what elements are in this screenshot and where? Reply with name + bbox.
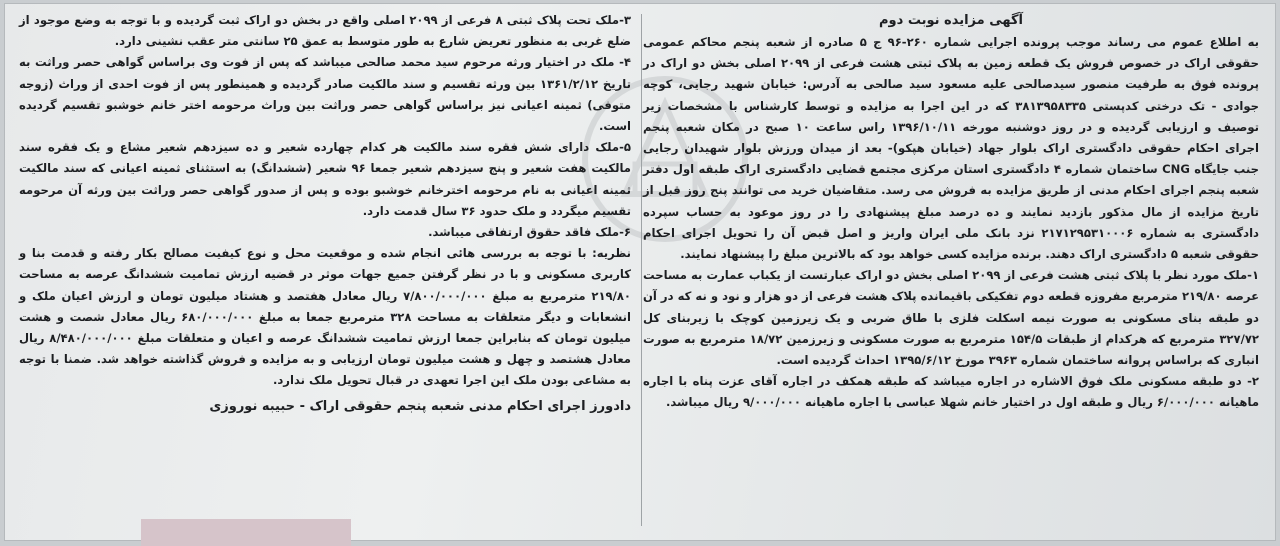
item-5-paragraph: ۵-ملک دارای شش فقره سند مالکیت هر کدام چهارده شعیر و ده سیزدهم شعیر مشاع و یک فقره سند مالکیت هفت شعیر و پنج سیزدهم شعیر جمعا ۹۶ شعیر (ششدانگ) به استثنای ثمینه اعیانی که سند مالکیت ثمینه اعیانی به نام مرحومه اخترخانم خوشبو بوده و پس از صدور گواهی حصر وراثت بین ورثه آن مرحومه تقسیم میگردد و ملک حدود ۳۶ سال قدمت دارد. bbox=[19, 140, 631, 218]
redaction-box bbox=[141, 519, 351, 546]
newspaper-notice bbox=[4, 3, 1276, 541]
lease-paragraph: ۲- دو طبقه مسکونی ملک فوق الاشاره در اجاره میباشد که طبقه همکف در اجاره آقای عزت پناه با اجاره ماهیانه ۶/۰۰۰/۰۰۰ ریال و طبقه اول در اختیار خانم شهلا عباسی با اجاره ماهیانه ۹/۰۰۰/۰۰۰ ریال میباشد. bbox=[643, 374, 1259, 410]
notice-right-column bbox=[643, 10, 1259, 414]
item-3-paragraph: ۳-ملک تحت پلاک ثبتی ۸ فرعی از ۲۰۹۹ اصلی واقع در بخش دو اراک ثبت گردیده و با توجه به وضع موجود از ضلع غربی به منظور تعریض شارع به طور متوسط به عمق ۲۵ سانتی متر عقب نشینی دارد. bbox=[19, 13, 631, 49]
item-4-paragraph: ۴- ملک در اختیار ورثه مرحوم سید محمد صالحی میباشد که پس از فوت وی براساس گواهی حصر وراثت به تاریخ ۱۳۶۱/۲/۱۲ بین ورثه تقسیم و سند مالکیت صادر گردیده و همینطور پس از فوت احدی از وراث (زوجه متوفی) ثمینه اعیانی نیز براساس گواهی حصر وراثت بین وراث مرحومه اختر خانم خوشبو تقسیم گردیده است. bbox=[19, 55, 631, 134]
appraisal-paragraph: نظریه: با توجه به بررسی هائی انجام شده و موقعیت محل و نوع کیفیت مصالح بکار رفته و قدمت بنا و کاربری مسکونی و با در نظر گرفتن جمیع جهات موثر در قضیه ارزش تمامیت ششدانگ عرصه به مساحت ۲۱۹/۸۰ مترمربع به مبلغ ۷/۸۰۰/۰۰۰/۰۰۰ ریال معادل هفتصد و هشتاد میلیون تومان و ارزش اعیان ملک و انشعابات و دیگر متعلقات به مساحت ۳۲۸ مترمربع جمعا به مبلغ ۶۸۰/۰۰۰/۰۰۰ ریال معادل شصت و هشت میلیون تومان که بنابراین جمعا ارزش تمامیت ششدانگ عرصه و اعیان و متعلقات مبلغ ۸/۴۸۰/۰۰۰/۰۰۰ ریال معادل هشتصد و چهل و هشت میلیون تومان ارزیابی و به مزایده و فروش گذاشته خواهد شد. ضمنا با توجه به مشاعی بودن ملک این اجرا تعهدی در قبال تحویل ملک ندارد. bbox=[19, 246, 631, 388]
signature-line: دادورز اجرای احکام مدنی شعبه پنجم حقوقی اراک - حبیبه نوروزی bbox=[209, 398, 631, 414]
column-divider bbox=[641, 14, 642, 526]
property-description-paragraph: ۱-ملک مورد نظر با پلاک ثبتی هشت فرعی از ۲۰۹۹ اصلی بخش دو اراک عبارتست از یکباب عمارت به مساحت عرصه ۲۱۹/۸۰ مترمربع مفروزه قطعه دوم تفکیکی باقیمانده پلاک هشت فرعی از دو هزار و نود و نه که در آن دو طبقه بنای مسکونی به صورت نیمه اسکلت فلزی با طاق ضربی و یک زیرزمین کوچک با زیربنای کل ۳۲۷/۷۲ مترمربع که هرکدام از طبقات ۱۵۴/۵ مترمربع به صورت مسکونی و زیرزمین ۱۸/۷۲ مترمربع به صورت انباری که براساس پروانه ساختمان شماره ۳۹۶۳ مورخ ۱۳۹۵/۶/۱۲ احداث گردیده است. bbox=[643, 268, 1260, 368]
notice-left-column bbox=[19, 10, 631, 419]
intro-paragraph: به اطلاع عموم می رساند موجب پرونده اجرایی شماره ۲۶۰-۹۶ ج ۵ صادره از شعبه پنجم محاکم عمومی حقوقی اراک در خصوص فروش یک قطعه زمین به پلاک ثبتی هشت فرعی از ۲۰۹۹ اصلی بخش دو اراک در پرونده فوق به طرفیت منصور سیدصالحی علیه مسعود سید صالحی به آدرس: خیابان شهید رجایی، کوچه جوادی - تک درختی کدپستی ۳۸۱۳۹۵۸۳۳۵ که در این اجرا به مزایده و توسط کارشناس با مشخصات زیر توصیف و ارزیابی گردیده و در روز دوشنبه مورخه ۱۳۹۶/۱۰/۱۱ راس ساعت ۱۰ صبح در مکان شعبه پنجم اجرای احکام حقوقی دادگستری اراک بلوار جهاد (خیابان هپکو)- بعد از میدان ورزش بلوار شهیدان رجایی جنب جایگاه CNG ساختمان شماره ۴ دادگستری استان مرکزی مجتمع قضایی دادگستری اراک طبقه اول دفتر شعبه پنجم اجرای احکام مدنی از طریق مزایده به فروش می رسد. متقاضیان خرید می توانند پنج روز قبل از تاریخ مزایده از مال مذکور بازدید نمایند و ده درصد مبلغ پیشنهادی را در روز موعود به حساب سپرده دادگستری به شماره ۲۱۷۱۲۹۵۳۱۰۰۰۶ نزد بانک ملی ایران واریز و اصل قبض آن را تحویل اجرای احکام حقوقی شعبه ۵ دادگستری اراک دهند. برنده مزایده کسی خواهد بود که بالاترین مبلغ را پیشنهاد نمایند. bbox=[643, 35, 1260, 262]
item-6-paragraph: ۶-ملک فاقد حقوق ارتفاقی میباشد. bbox=[428, 225, 631, 240]
notice-title: آگهی مزایده نوبت دوم bbox=[879, 13, 1023, 28]
